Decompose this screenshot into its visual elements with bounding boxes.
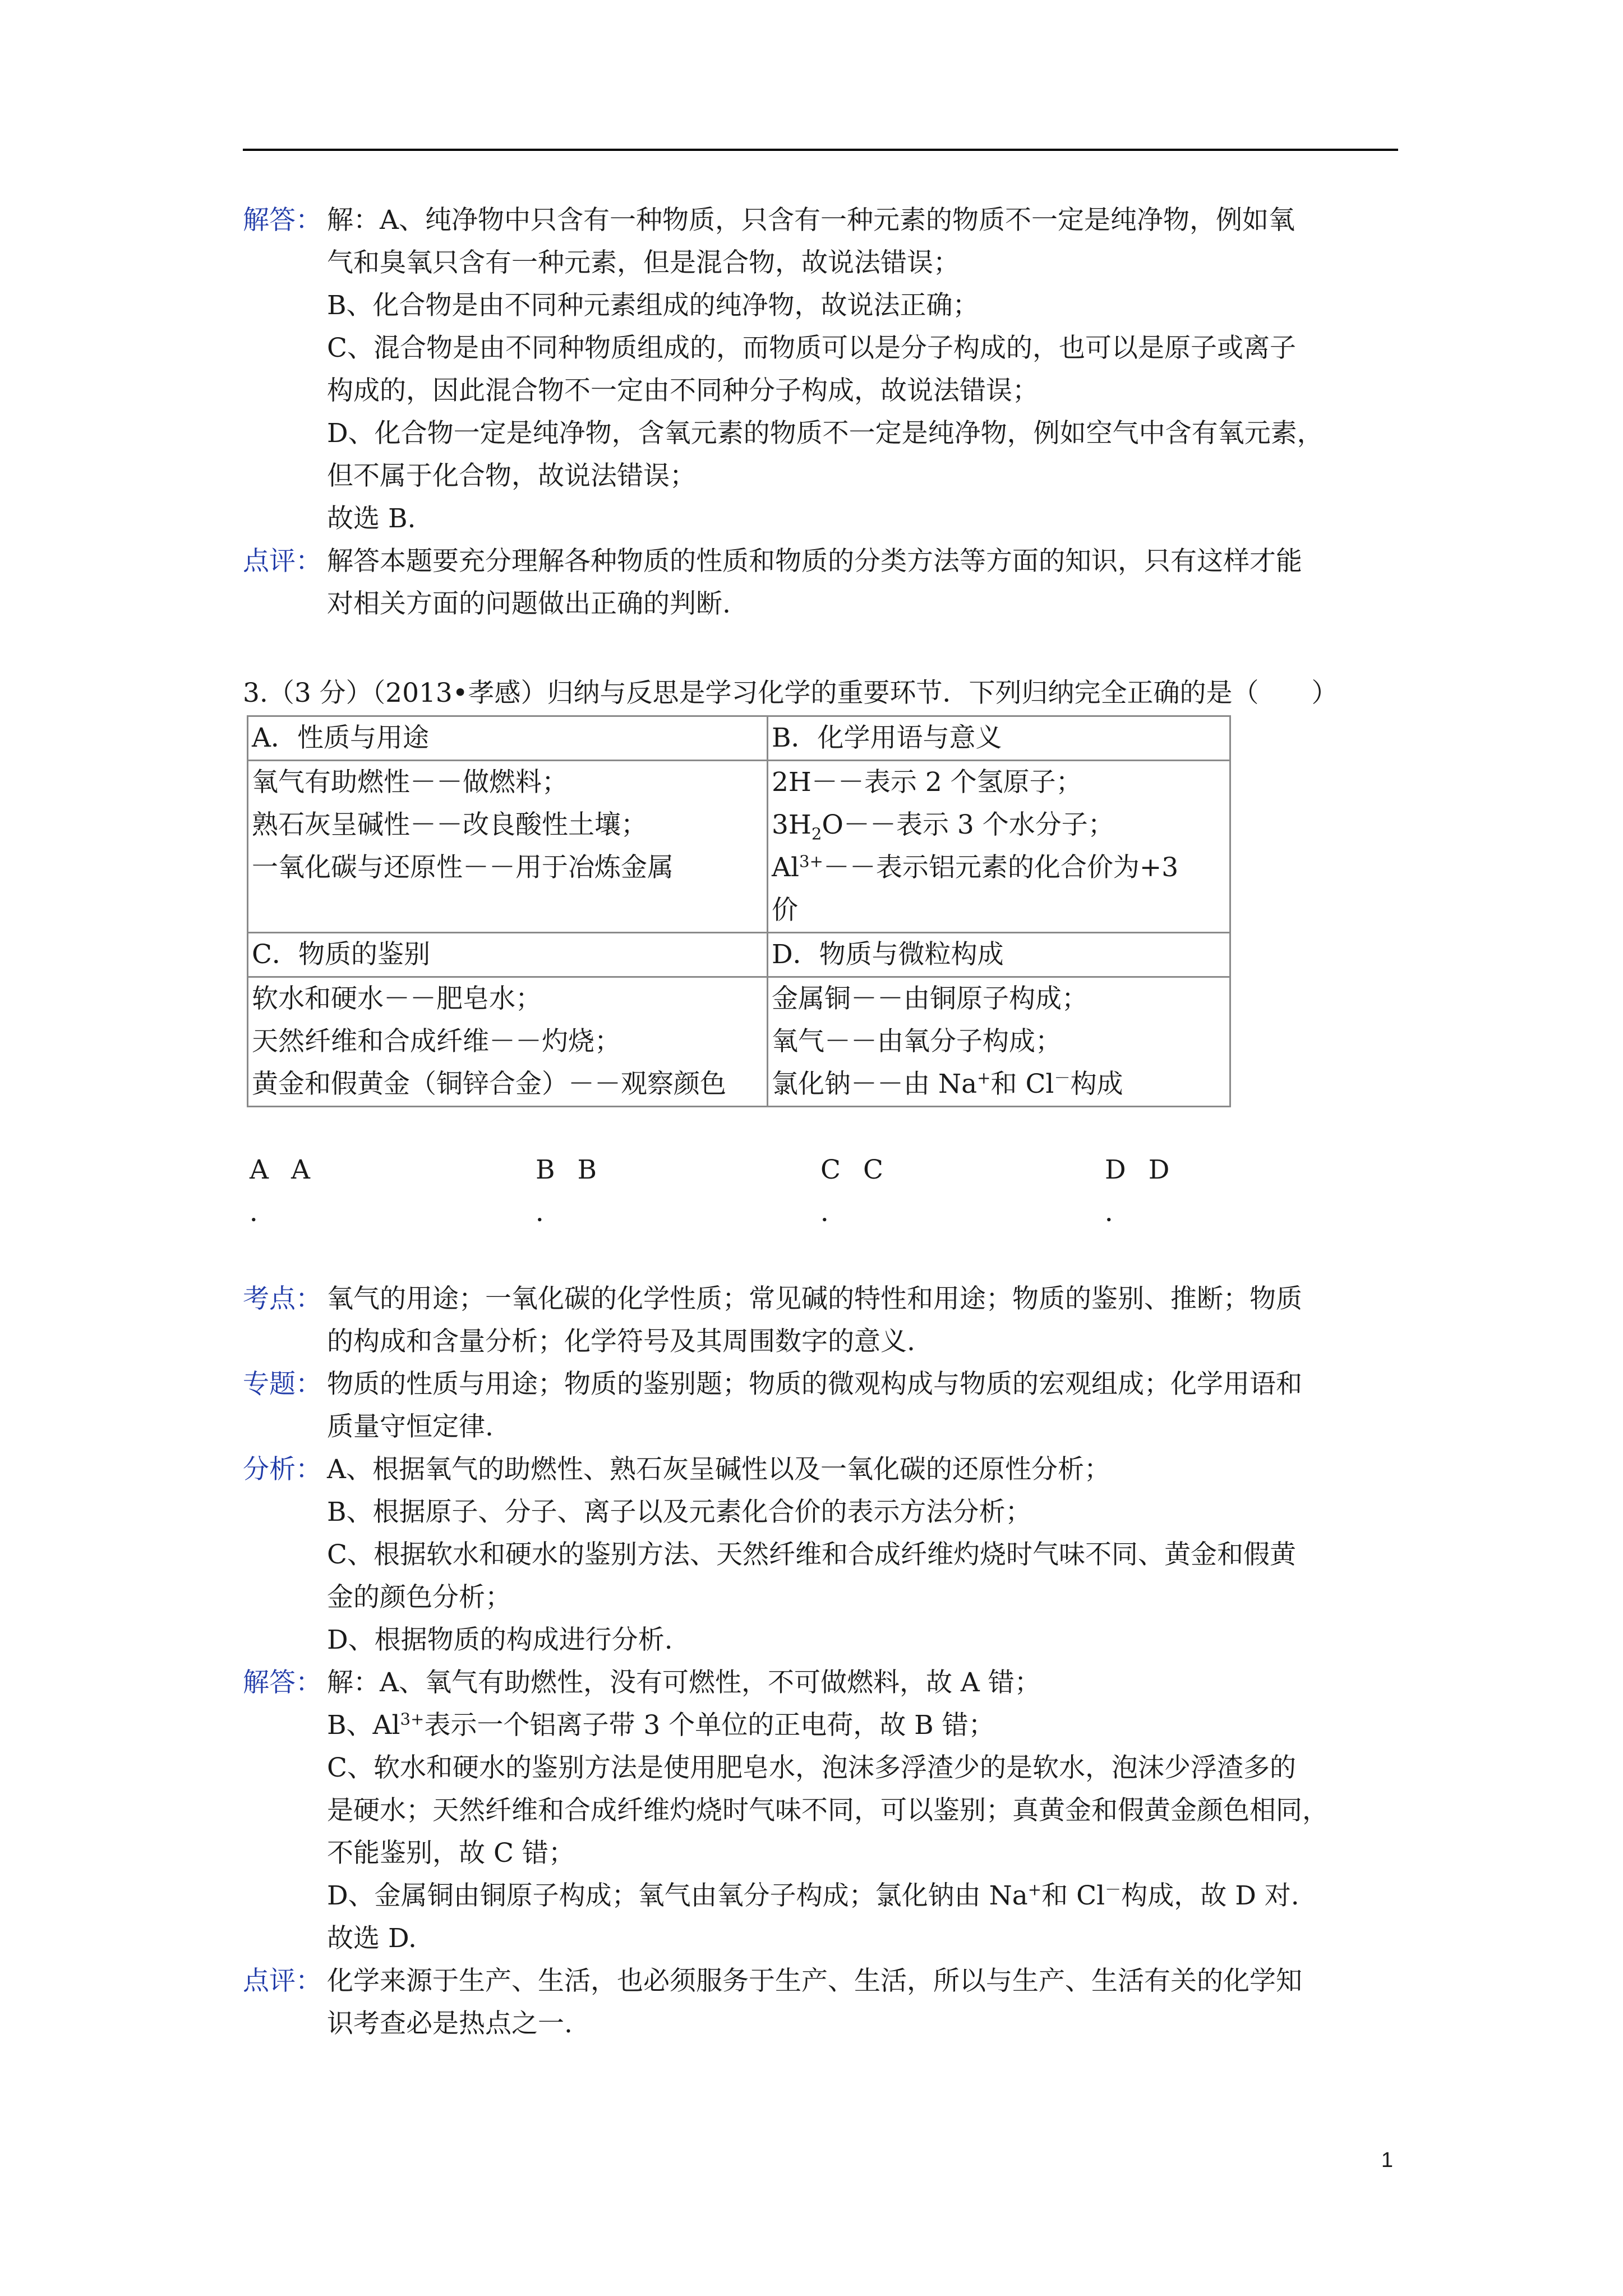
formula-text: 表示一个铝离子带 3 个单位的正电荷，故 B 错； [424,1710,995,1741]
superscript: － [1054,1068,1071,1088]
jieda-line: 故选 D. [327,1923,417,1954]
dianping-line: 化学来源于生产、生活，也必须服务于生产、生活，所以与生产、生活有关的化学知 [327,1966,1302,1996]
jieda-line: 解：A、氧气有助燃性，没有可燃性，不可做燃料，故 A 错； [327,1667,1041,1698]
jieda-line: 是硬水；天然纤维和合成纤维灼烧时气味不同，可以鉴别；真黄金和假黄金颜色相同， [327,1795,1329,1826]
jieda-row [243,199,1398,242]
cell-line: 天然纤维和合成纤维－－灼烧； [252,1026,621,1057]
cell-b-body [768,761,1230,933]
formula-text: 和 Cl [1041,1880,1105,1911]
dianping-line: 对相关方面的问题做出正确的判断. [327,588,731,619]
jieda-line: 故选 B. [327,503,416,534]
cell-line: 氧气－－由氧分子构成； [772,1026,1062,1057]
cell-line [772,846,1226,889]
cell-line: 氧气有助燃性－－做燃料； [252,767,568,798]
jieda-label: 解答 ： [243,199,327,242]
zhuanti-label: 专题 ： [243,1363,327,1406]
jieda-line: C、软水和硬水的鉴别方法是使用肥皂水，泡沫多浮渣少的是软水，泡沫少浮渣多的 [327,1752,1296,1783]
cell-c-body [248,977,768,1107]
option-text: C [863,1154,883,1185]
cell-d-body [768,977,1230,1107]
option-c[interactable] [820,1149,883,1234]
subscript: 2 [811,824,822,844]
fenxi-label: 分析 ： [243,1448,327,1491]
superscript: + [977,1068,991,1088]
option-letter: D [1105,1154,1126,1185]
zhuanti-line: 物质的性质与用途；物质的鉴别题；物质的微观构成与物质的宏观组成；化学用语和 [327,1369,1302,1400]
jieda-line: 但不属于化合物，故说法错误； [327,461,696,491]
option-dot: ． [536,1197,562,1228]
jieda-line: D、化合物一定是纯净物，含氧元素的物质不一定是纯净物，例如空气中含有氧元素， [327,418,1324,449]
formula-text: 3H [772,809,811,840]
cell-line [772,1063,1226,1106]
dianping-row [243,540,1398,583]
option-a[interactable] [250,1149,310,1234]
formula-text: 构成，故 D 对. [1121,1880,1299,1911]
formula-text: Al [772,852,799,883]
page-number: 1 [1381,2148,1393,2172]
jieda-line: 解：A、纯净物中只含有一种物质，只含有一种元素的物质不一定是纯净物，例如氧 [327,205,1295,236]
cell-line: 金属铜－－由铜原子构成； [772,983,1088,1014]
option-letter: B [536,1154,555,1185]
jieda-line: B、化合物是由不同种元素组成的纯净物，故说法正确； [327,290,979,321]
option-letter: C [820,1154,841,1185]
superscript: + [1027,1880,1042,1899]
fenxi-line: C、根据软水和硬水的鉴别方法、天然纤维和合成纤维灼烧时气味不同、黄金和假黄 [327,1539,1296,1570]
cell-line: 黄金和假黄金（铜锌合金）－－观察颜色 [252,1069,726,1099]
cell-line [772,804,1226,846]
formula-text: 氯化钠－－由 Na [772,1069,978,1099]
jieda-line: 气和臭氧只含有一种元素，但是混合物，故说法错误； [327,247,960,278]
jieda-label: 解答 ： [243,1662,327,1704]
formula-text: O－－表示 3 个水分子； [822,809,1114,840]
superscript: － [1105,1880,1122,1899]
kaodian-line: 的构成和含量分析；化学符号及其周围数字的意义. [327,1326,915,1357]
option-dot: ． [250,1197,276,1228]
cell-line: 一氧化碳与还原性－－用于冶炼金属 [252,852,674,883]
jieda-line: 构成的，因此混合物不一定由不同种分子构成，故说法错误； [327,375,1039,406]
dianping-label: 点评 ： [243,540,327,583]
fenxi-row [243,1448,1398,1491]
question-table [247,715,1231,1107]
dianping-line: 识考查必是热点之一. [327,2008,573,2039]
kaodian-row [243,1278,1398,1320]
option-b[interactable] [536,1149,597,1234]
cell-line: 熟石灰呈碱性－－改良酸性土壤； [252,809,647,840]
jieda-line [243,1704,1398,1747]
formula-text: 构成 [1070,1069,1123,1099]
jieda-row [243,1662,1398,1704]
answer-section-q3 [243,1278,1398,2045]
fenxi-line: 金的颜色分析； [327,1582,511,1613]
dianping-line: 解答本题要充分理解各种物质的性质和物质的分类方法等方面的知识，只有这样才能 [327,546,1302,577]
kaodian-label: 考点 ： [243,1278,327,1320]
superscript: 3+ [799,852,823,871]
cell-line: 软水和硬水－－肥皂水； [252,983,542,1014]
question-3: 3.（3 分）（2013•孝感）归纳与反思是学习化学的重要环节．下列归纳完全正确的是（ ） [243,678,1338,708]
cell-c-head: C．物质的鉴别 [248,933,768,977]
zhuanti-line: 质量守恒定律. [327,1411,494,1442]
option-letter: A [250,1154,269,1185]
cell-line: 价 [772,895,798,926]
formula-text: －－表示铝元素的化合价为+3 [823,852,1179,883]
cell-a-body [248,761,768,933]
jieda-line [243,1875,1398,1917]
cell-b-head: B．化学用语与意义 [768,716,1230,761]
option-dot: ． [1105,1197,1131,1228]
answer-section-q2 [243,199,1398,625]
fenxi-line: D、根据物质的构成进行分析. [327,1625,673,1655]
formula-text: 和 Cl [990,1069,1054,1099]
fenxi-line: A、根据氧气的助燃性、熟石灰呈碱性以及一氧化碳的还原性分析； [327,1454,1110,1485]
jieda-line: C、混合物是由不同种物质组成的，而物质可以是分子构成的，也可以是原子或离子 [327,333,1296,364]
formula-text: B、Al [327,1710,400,1741]
jieda-line: 不能鉴别，故 C 错； [327,1838,575,1869]
superscript: 3+ [400,1709,425,1729]
dianping-label: 点评 ： [243,1960,327,2003]
cell-line: 2H－－表示 2 个氢原子； [772,767,1082,798]
header-rule [243,149,1398,151]
formula-text: D、金属铜由铜原子构成；氧气由氧分子构成；氯化钠由 Na [327,1880,1028,1911]
option-dot: ． [820,1197,847,1228]
option-d[interactable] [1105,1149,1169,1234]
fenxi-line: B、根据原子、分子、离子以及元素化合价的表示方法分析； [327,1497,1032,1527]
option-text: D [1148,1154,1170,1185]
cell-a-head: A．性质与用途 [248,716,768,761]
option-text: B [577,1154,597,1185]
option-text: A [291,1154,310,1185]
zhuanti-row [243,1363,1398,1406]
cell-d-head: D．物质与微粒构成 [768,933,1230,977]
kaodian-line: 氧气的用途；一氧化碳的化学性质；常见碱的特性和用途；物质的鉴别、推断；物质 [327,1283,1302,1314]
dianping-row [243,1960,1398,2003]
